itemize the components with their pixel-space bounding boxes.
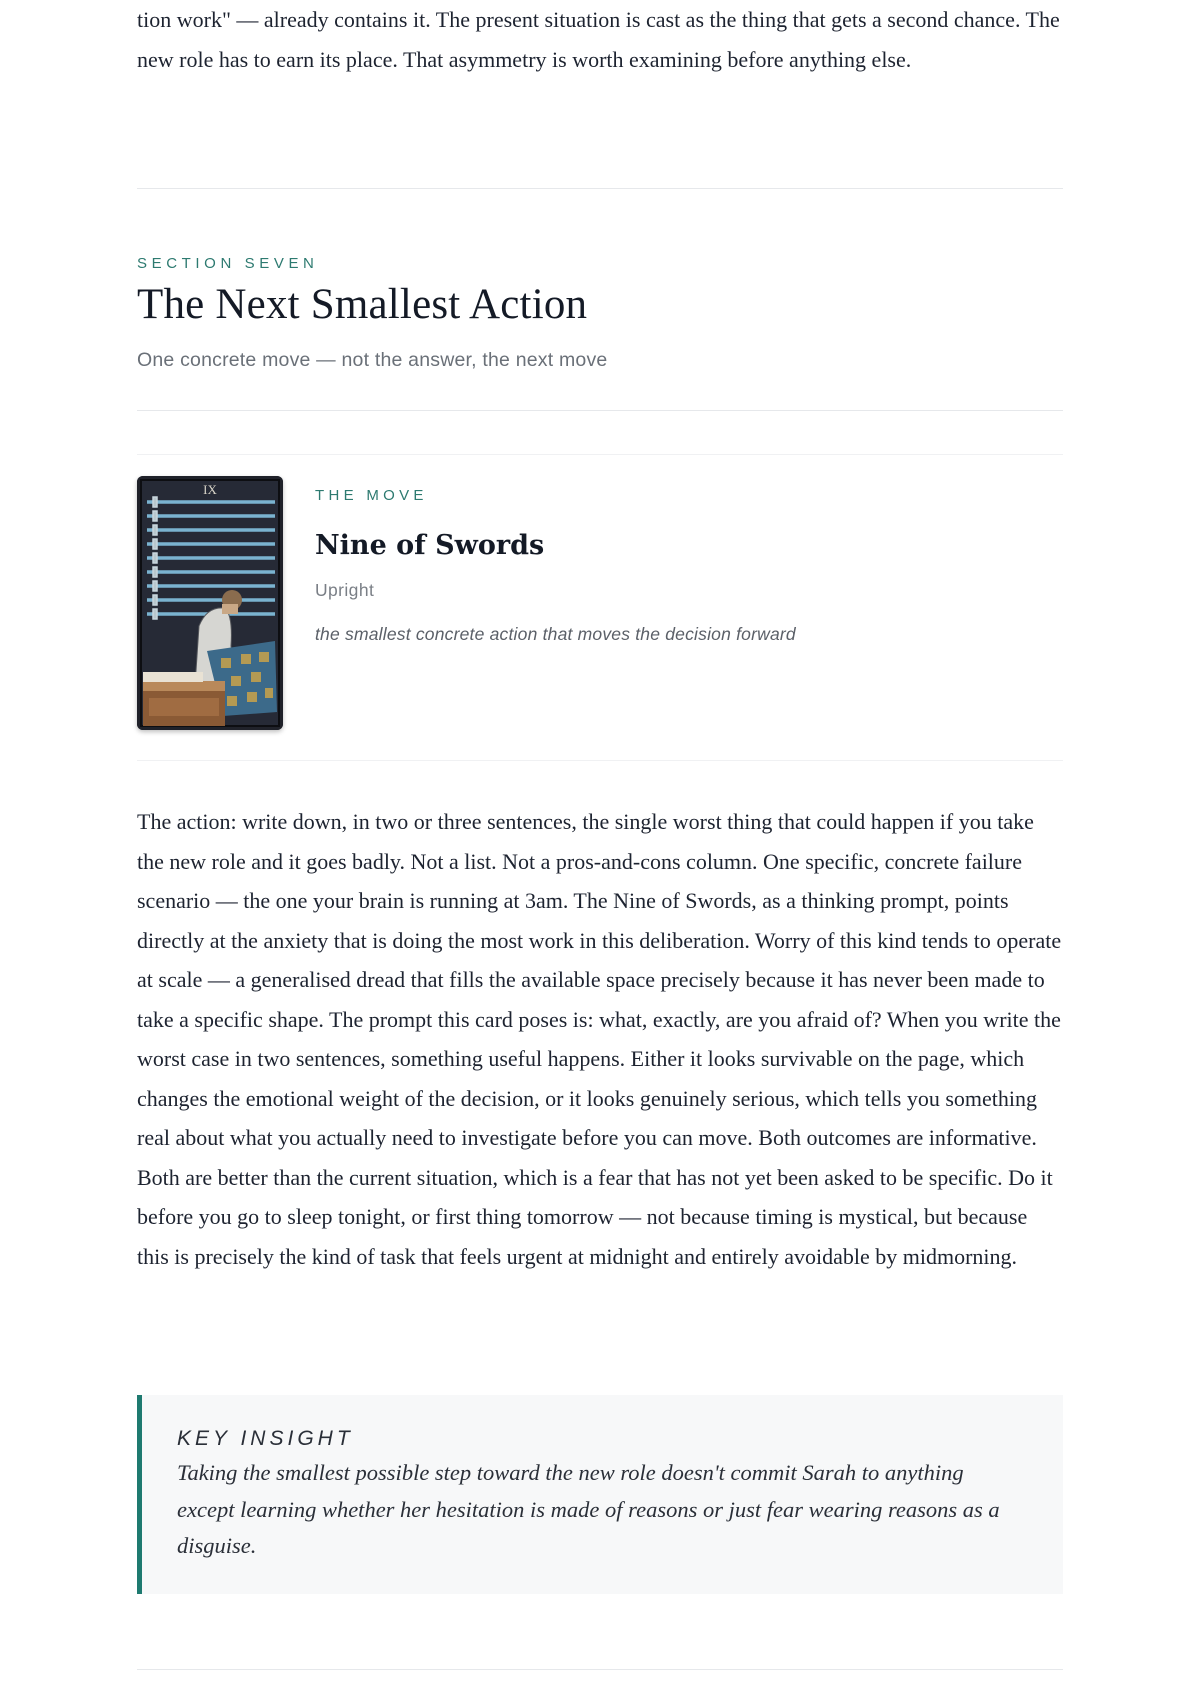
move-label: THE MOVE bbox=[315, 487, 428, 504]
card-name: Nine of Swords bbox=[315, 530, 545, 561]
insight-label: KEY INSIGHT bbox=[177, 1427, 354, 1450]
section-divider bbox=[137, 188, 1063, 189]
tarot-card-image bbox=[137, 476, 283, 730]
card-bottom-divider bbox=[137, 760, 1063, 761]
body-paragraph: The action: write down, in two or three sentences, the single worst thing that could happen if you take the new role and it goes badly. Not a list. Not a pros-and-cons column. One specific, concrete failure scenario — the one your brain is running at 3am. The Nine of Swords, as a thinking prompt, points directly at the anxiety that is doing the most work in this deliberation. Worry of this kind tends to operate at scale — a generalised dread that fills the available space precisely because it has never been made to take a specific shape. The prompt this card poses is: what, exactly, are you afraid of? When you write the worst case in two sentences, something useful happens. Either it looks survivable on the page, which changes the emotional weight of the decision, or it looks genuinely serious, which tells you something real about what you actually need to investigate before you can move. Both outcomes are informative. Both are better than the current situation, which is a fear that has not yet been asked to be specific. Do it before you go to sleep tonight, or first thing tomorrow — not because timing is mystical, but because this is precisely the kind of task that feels urgent at midnight and entirely avoidable by midmorning. bbox=[137, 809, 1062, 1269]
intro-paragraph: tion work" — already contains it. The present situation is cast as the thing that gets a second chance. The new role has to earn its place. That asymmetry is worth examining before anything else. bbox=[137, 7, 1060, 72]
section-eyebrow: SECTION SEVEN bbox=[137, 255, 319, 272]
svg-text:IX: IX bbox=[203, 482, 217, 497]
bottom-divider bbox=[137, 1669, 1063, 1670]
card-top-divider bbox=[137, 454, 1063, 455]
card-orientation: Upright bbox=[315, 580, 375, 600]
insight-text: Taking the smallest possible step toward the new role doesn't commit Sarah to anything except learning whether her hesitation is made of reasons or just fear wearing reasons as a disguise. bbox=[177, 1460, 1000, 1558]
section-title: The Next Smallest Action bbox=[137, 281, 588, 328]
section-subtitle: One concrete move — not the answer, the next move bbox=[137, 349, 608, 371]
nine-of-swords-card-illustration-icon bbox=[137, 476, 283, 730]
key-insight-callout bbox=[137, 1395, 1063, 1594]
header-divider bbox=[137, 410, 1063, 411]
card-meaning: the smallest concrete action that moves the decision forward bbox=[315, 624, 796, 644]
card-meta bbox=[315, 487, 1015, 645]
